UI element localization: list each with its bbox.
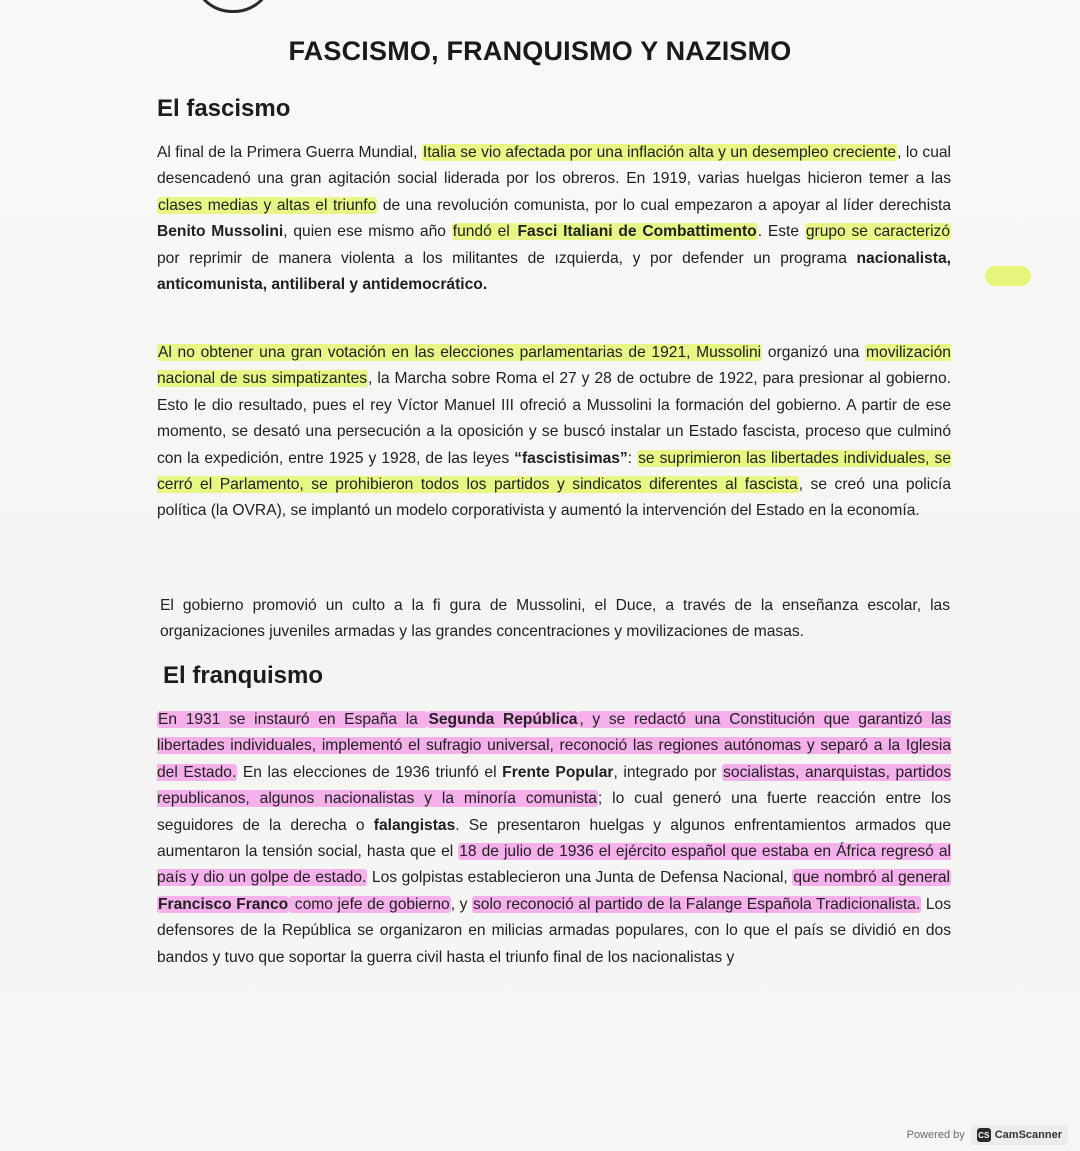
text-run: , se creó una policía política (la OVRA), se implantó un modelo corporativista y aumentó la intervención del Estado en la economía. <box>157 476 952 520</box>
camscanner-footer <box>907 1125 1068 1145</box>
powered-by-label: Powered by <box>906 1129 965 1141</box>
paragraph-fascismo-1 <box>157 140 951 298</box>
text-run: de una revolución comunista, por lo cual empezaron a apoyar al líder derechista <box>377 196 951 214</box>
text-run: ; lo cual generó una fuerte reacción entre los seguidores de la derecha o <box>157 790 951 834</box>
paragraph-fascismo-2 <box>157 340 951 525</box>
text-run: , y <box>450 895 472 913</box>
camscanner-brand: CamScanner <box>994 1129 1062 1141</box>
text-run: , quien ese mismo año <box>283 223 452 241</box>
text-run: , lo cual desencadenó una gran agitación social liderada por los obreros. En 1919, varias huelgas hicieron temer a las <box>157 144 951 188</box>
highlight-pink: que nombró al general <box>793 869 950 887</box>
highlight-pink: solo reconoció al partido de la Falange Española Tradicionalista. <box>472 895 921 913</box>
text-run: Los golpistas establecieron una Junta de Defensa Nacional, <box>367 869 793 887</box>
text-run: , integrado por <box>613 763 723 781</box>
heading-franquismo: El franquismo <box>163 662 324 689</box>
text-run: : <box>627 449 638 467</box>
text-run: , la Marcha sobre Roma el 27 y 28 de octubre de 1922, para presionar al gobierno. Esto le dio resultado, pues el rey Víctor Manuel III ofreció a Mussolini la formación del gobierno. A partir de ese momento, se desató una persecución a la oposición y se buscó instalar un Estado fascista, proceso que culminó con la expedición, entre 1925 y 1928, de las leyes <box>157 370 951 467</box>
text-run: por reprimir de manera violenta a los militantes de ızquierda, y por defender un programa <box>157 249 857 267</box>
highlight-yellow: Al no obtener una gran votación en las elecciones parlamentarias de 1921, Mussolini <box>158 344 762 361</box>
bold-highlight-yellow: Fasci Italiani de Combattimento <box>517 223 757 241</box>
paragraph-franquismo-1 <box>157 707 951 971</box>
bold-text: nacionalista, anticomunista, antiliberal y antidemocrático. <box>157 249 951 294</box>
bold-text: Benito Mussolini <box>157 223 284 241</box>
paragraph-fascismo-3: El gobierno promovió un culto a la fi gura de Mussolini, el Duce, a través de la enseñanza escolar, las organizaciones juveniles armadas y las grandes concentraciones y movilizaciones de masas. <box>160 597 950 641</box>
document-title: FASCISMO, FRANQUISMO Y NAZISMO <box>288 36 792 66</box>
bold-text: falangistas <box>373 816 456 834</box>
text-run: En las elecciones de 1936 triunfó el <box>237 763 503 781</box>
text-run: Al final de la Primera Guerra Mundial, <box>157 144 422 161</box>
highlight-pink: socialistas, anarquistas, partidos republicanos, algunos nacionalistas y la minoría comunista <box>157 763 951 808</box>
highlight-pink: En 1931 se instauró en España la <box>158 711 427 728</box>
text-run: . Se presentaron huelgas y algunos enfrentamientos armados que aumentaron la tensión social, hasta que el <box>157 816 951 861</box>
highlighter-mark <box>985 266 1031 286</box>
stamp-mark <box>192 0 274 13</box>
highlight-pink: , y se redactó una Constitución que garantizó las libertades individuales, implementó el sufragio universal, reconoció las regiones autónomas y separó a la Iglesia del Estado. <box>157 711 952 781</box>
highlight-yellow: fundó el <box>452 223 516 241</box>
camscanner-logo-icon: CS <box>977 1128 991 1142</box>
highlight-yellow: Italia se vio afectada por una inflación alta y un desempleo creciente <box>422 144 897 161</box>
heading-fascismo: El fascismo <box>157 95 291 122</box>
text-run: Los defensores de la República se organizaron en milicias armadas populares, con lo que el país se dividió en dos bandos y tuvo que soportar la guerra civil hasta el triunfo final de los nacionalistas y <box>157 895 951 966</box>
highlight-yellow: se suprimieron las libertades individuales, se cerró el Parlamento, se prohibieron todos los partidos y sindicatos diferentes al fascista <box>157 449 951 494</box>
highlight-yellow: grupo se caracterizó <box>805 223 951 241</box>
camscanner-badge <box>971 1125 1068 1145</box>
text-run: . Este <box>757 223 805 241</box>
highlight-yellow: movilización nacional de sus simpatizantes <box>157 344 951 388</box>
text-run: organizó una <box>762 344 866 361</box>
highlight-yellow: clases medias y altas el triunfo <box>158 196 377 214</box>
bold-text: “fascistisimas” <box>514 449 628 467</box>
bold-text: Frente Popular <box>502 763 614 781</box>
highlight-pink: 18 de julio de 1936 el ejército español que estaba en África regresó al país y dio un golpe de estado. <box>157 843 951 887</box>
highlight-pink: como jefe de gobierno <box>290 895 450 913</box>
bold-highlight-pink: Segunda República <box>428 711 578 728</box>
bold-highlight-pink: Francisco Franco <box>158 895 289 913</box>
